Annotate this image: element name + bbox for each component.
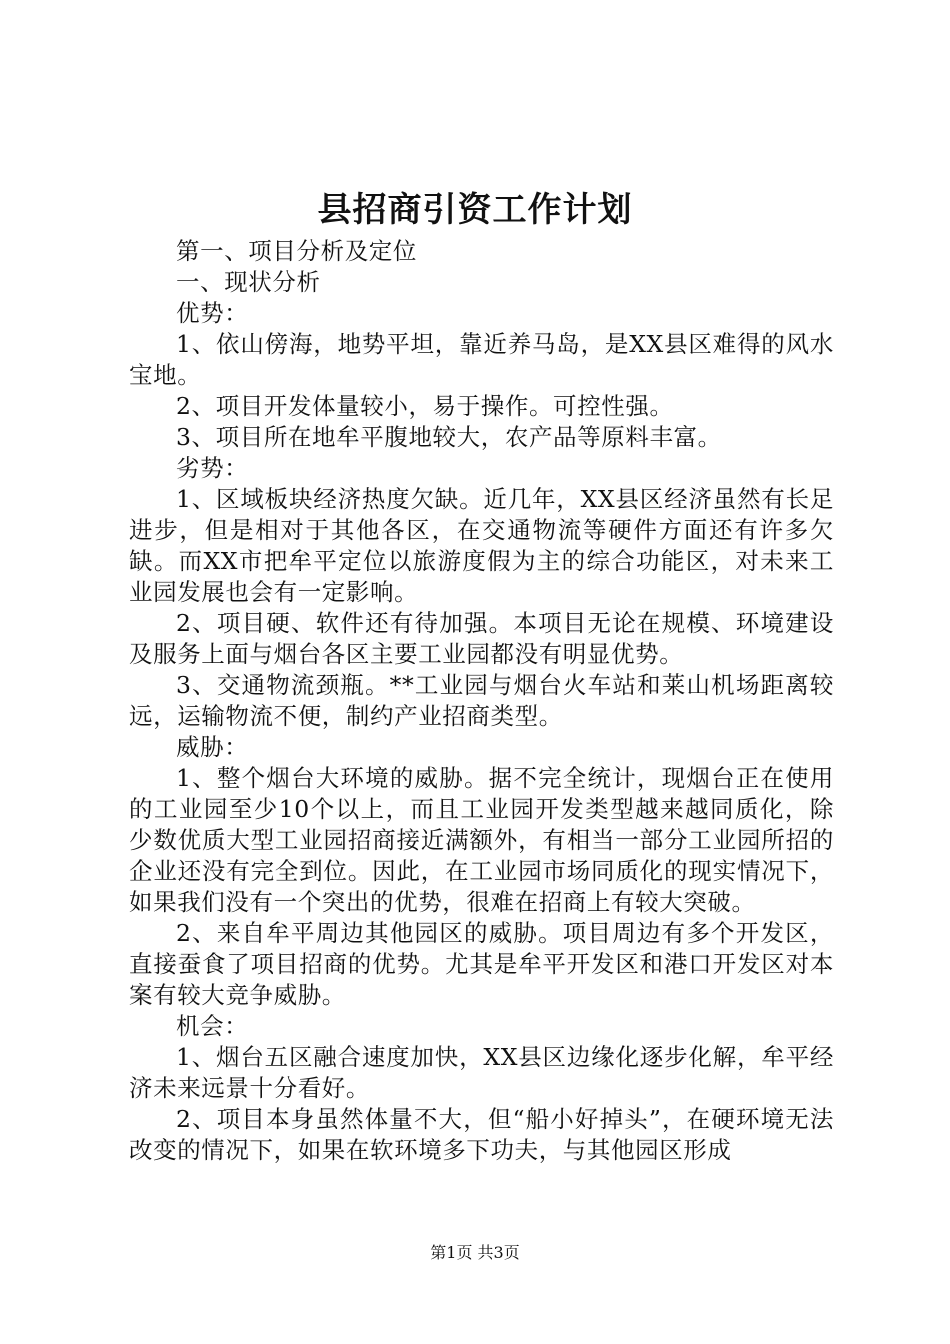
heading-status-analysis: 一、现状分析 xyxy=(176,268,321,296)
paragraph-strength-1: 1、依山傍海，地势平坦，靠近养马岛，是XX县区难得的风水宝地。 xyxy=(129,330,834,389)
document-title: 县招商引资工作计划 xyxy=(317,190,633,230)
paragraph-weakness-3: 3、交通物流颈瓶。**工业园与烟台火车站和莱山机场距离较远，运输物流不便，制约产业招商类型。 xyxy=(129,671,834,730)
paragraph-opportunity-1: 1、烟台五区融合速度加快，XX县区边缘化逐步化解，牟平经济未来远景十分看好。 xyxy=(129,1043,834,1102)
paragraph-strength-3: 3、项目所在地牟平腹地较大，农产品等原料丰富。 xyxy=(176,423,722,451)
heading-opportunities: 机会： xyxy=(176,1012,249,1040)
heading-weaknesses: 劣势： xyxy=(176,454,249,482)
paragraph-weakness-1: 1、区域板块经济热度欠缺。近几年，XX县区经济虽然有长足进步，但是相对于其他各区，在交通物流等硬件方面还有许多欠缺。而XX市把牟平定位以旅游度假为主的综合功能区，对未来工业园发展也会有一定影响。 xyxy=(129,485,834,606)
page-number-footer: 第1页 共3页 xyxy=(430,1243,520,1262)
document-body xyxy=(129,236,834,1166)
paragraph-strength-2: 2、项目开发体量较小，易于操作。可控性强。 xyxy=(176,392,674,420)
heading-section-1: 第一、项目分析及定位 xyxy=(176,237,417,265)
paragraph-threat-1: 1、整个烟台大环境的威胁。据不完全统计，现烟台正在使用的工业园至少10个以上，而且工业园开发类型越来越同质化，除少数优质大型工业园招商接近满额外，有相当一部分工业园所招的企业还没有完全到位。因此，在工业园市场同质化的现实情况下，如果我们没有一个突出的优势，很难在招商上有较大突破。 xyxy=(129,764,834,916)
paragraph-weakness-2: 2、项目硬、软件还有待加强。本项目无论在规模、环境建设及服务上面与烟台各区主要工业园都没有明显优势。 xyxy=(129,609,834,668)
paragraph-opportunity-2: 2、项目本身虽然体量不大，但“船小好掉头”，在硬环境无法改变的情况下，如果在软环境多下功夫，与其他园区形成 xyxy=(129,1105,834,1164)
paragraph-threat-2: 2、来自牟平周边其他园区的威胁。项目周边有多个开发区，直接蚕食了项目招商的优势。尤其是牟平开发区和港口开发区对本案有较大竞争威胁。 xyxy=(129,919,834,1009)
heading-strengths: 优势： xyxy=(176,299,249,327)
heading-threats: 威胁： xyxy=(176,733,249,761)
